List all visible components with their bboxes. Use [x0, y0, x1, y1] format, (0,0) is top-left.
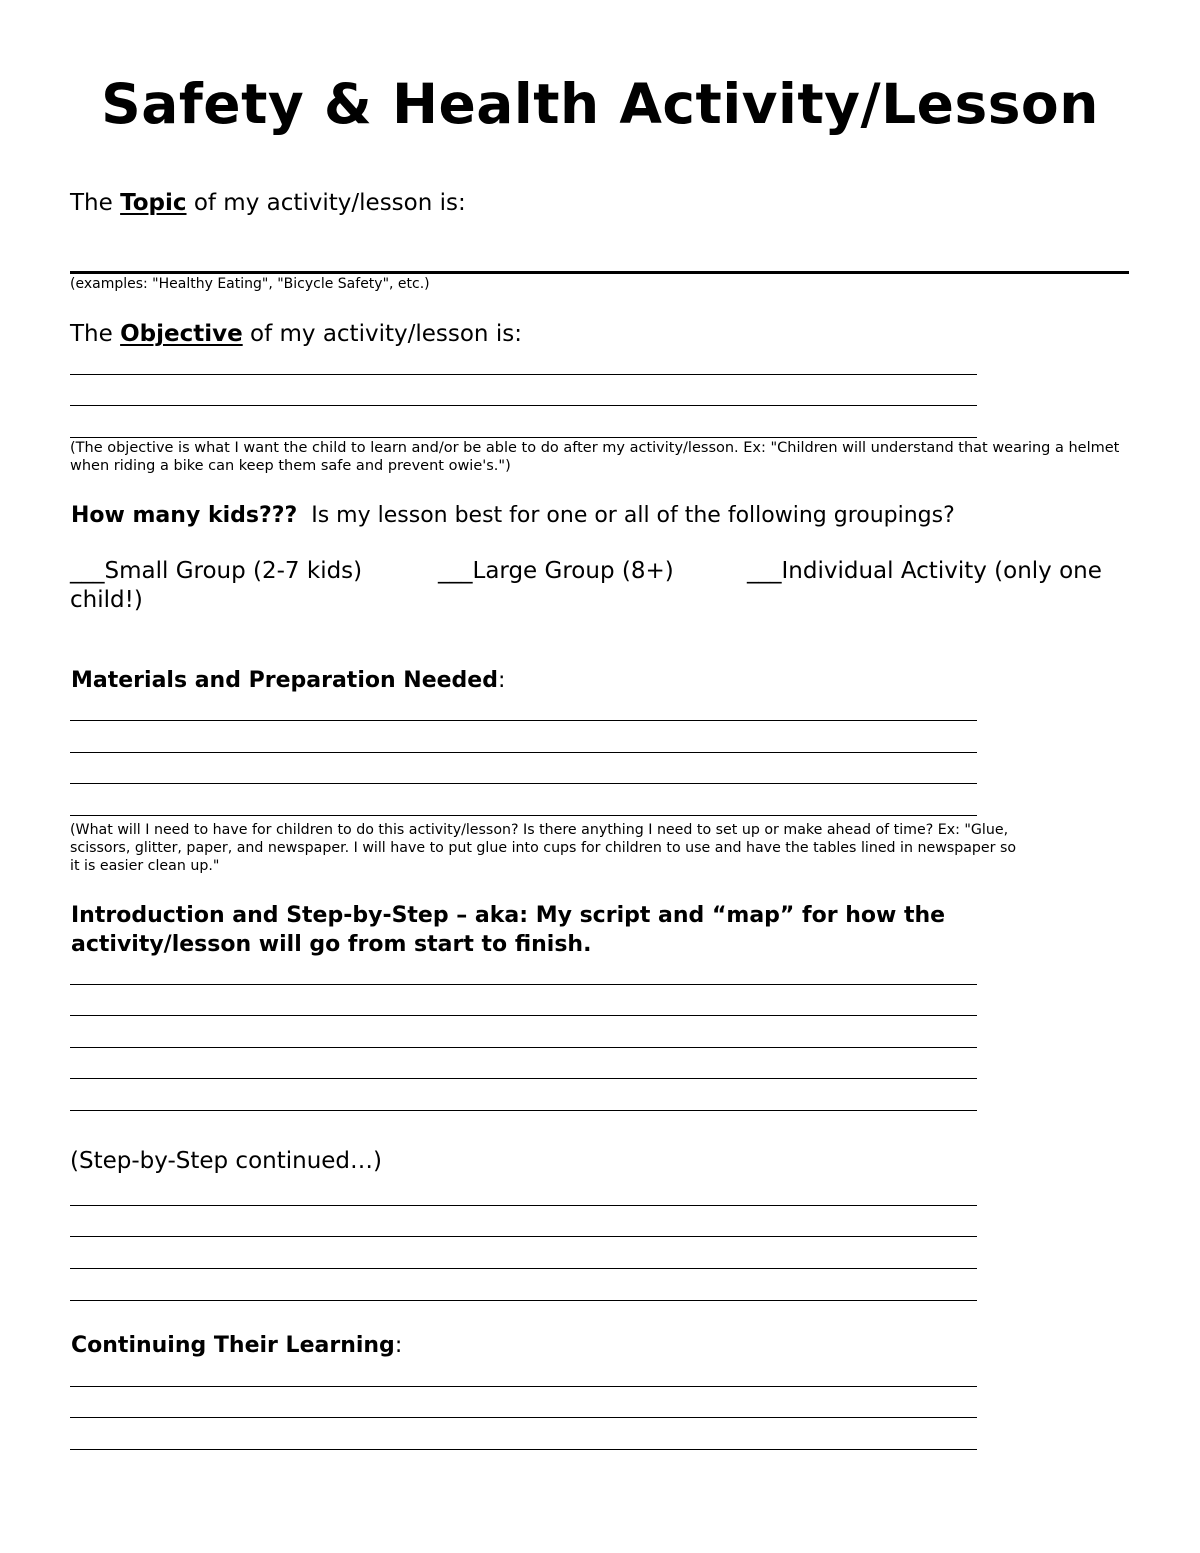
steps-continued-line-4[interactable] [70, 1300, 977, 1301]
materials-hint-line-3: it is easier clean up." [70, 858, 220, 874]
topic-answer-line[interactable] [70, 271, 1129, 274]
materials-answer-line-4[interactable] [70, 815, 977, 816]
continuing-heading: Continuing Their Learning: [71, 1333, 403, 1358]
steps-heading-line-2: activity/lesson will go from start to finish. [71, 932, 592, 957]
continuing-answer-line-1[interactable] [70, 1386, 977, 1387]
grouping-heading: How many kids??? [71, 503, 298, 528]
option-individual-activity[interactable]: ___Individual Activity (only one [747, 558, 1102, 584]
steps-answer-line-5[interactable] [70, 1110, 977, 1111]
objective-answer-line-1[interactable] [70, 374, 977, 375]
materials-answer-line-2[interactable] [70, 752, 977, 753]
option-small-group[interactable]: ___Small Group (2-7 kids) [70, 558, 363, 584]
steps-continued-line-2[interactable] [70, 1236, 977, 1237]
continuing-answer-line-3[interactable] [70, 1449, 977, 1450]
steps-answer-line-1[interactable] [70, 984, 977, 985]
continuing-answer-line-2[interactable] [70, 1417, 977, 1418]
topic-keyword: Topic [120, 190, 187, 216]
objective-hint: (The objective is what I want the child to learn and/or be able to do after my activity/lesson. Ex: "Children will understand that wearing a helmet when riding a bike can keep them safe and prevent owie's.") [70, 440, 1120, 474]
topic-prompt: The Topic of my activity/lesson is: [70, 190, 466, 216]
materials-answer-line-3[interactable] [70, 783, 977, 784]
steps-continued-line-3[interactable] [70, 1268, 977, 1269]
topic-hint: (examples: "Healthy Eating", "Bicycle Safety", etc.) [70, 276, 430, 292]
grouping-question: How many kids??? Is my lesson best for one or all of the following groupings? [71, 503, 955, 528]
page-title: Safety & Health Activity/Lesson [101, 72, 1099, 136]
option-large-group[interactable]: ___Large Group (8+) [438, 558, 674, 584]
steps-heading-line-1: Introduction and Step-by-Step – aka: My script and “map” for how the [71, 903, 946, 928]
objective-answer-line-2[interactable] [70, 405, 977, 406]
option-individual-activity-cont: child!) [70, 587, 143, 613]
materials-heading: Materials and Preparation Needed: [71, 668, 506, 693]
materials-answer-line-1[interactable] [70, 720, 977, 721]
objective-keyword: Objective [120, 321, 243, 347]
steps-continued-label: (Step-by-Step continued…) [70, 1148, 383, 1174]
materials-hint-line-1: (What will I need to have for children to do this activity/lesson? Is there anything I need to set up or make ahead of time? Ex: "Glue, [70, 822, 1009, 838]
steps-answer-line-3[interactable] [70, 1047, 977, 1048]
materials-hint-line-2: scissors, glitter, paper, and newspaper. I will have to put glue into cups for children to use and have the tables lined in newspaper so [70, 840, 1017, 856]
steps-answer-line-2[interactable] [70, 1015, 977, 1016]
objective-prompt: The Objective of my activity/lesson is: [70, 321, 522, 347]
steps-answer-line-4[interactable] [70, 1078, 977, 1079]
objective-answer-line-3[interactable] [70, 437, 977, 438]
steps-continued-line-1[interactable] [70, 1205, 977, 1206]
